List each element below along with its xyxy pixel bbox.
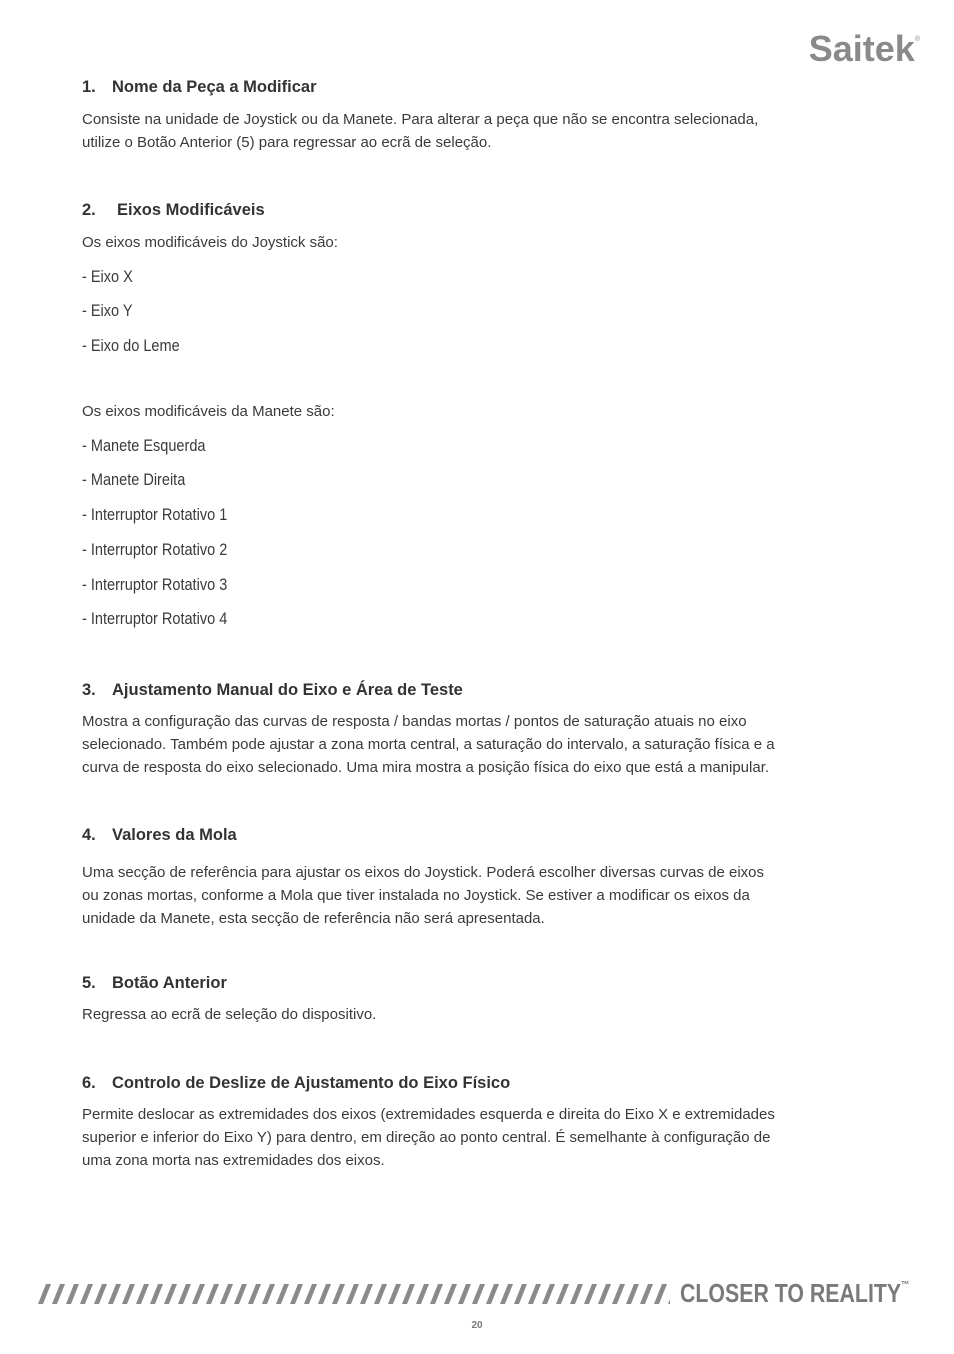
- section-4-body: Uma secção de referência para ajustar os eixos do Joystick. Poderá escolher diversas curvas de eixos ou zonas mortas, conforme a Mola que tiver instalada no Joystick. Se estiver a modificar os eixos da unidade da Manete, esta secção de referência não será apresentada.: [82, 864, 764, 927]
- joystick-axes-intro: Os eixos modificáveis do Joystick são:: [82, 234, 338, 251]
- footer-tagline: CLOSER TO REALITY™: [680, 1278, 910, 1308]
- list-item: - Interruptor Rotativo 3: [82, 576, 228, 594]
- list-item: - Eixo do Leme: [82, 337, 180, 355]
- section-2-heading: 2. Eixos Modificáveis: [82, 201, 265, 219]
- list-item: - Eixo Y: [82, 302, 133, 320]
- section-6-body: Permite deslocar as extremidades dos eixos (extremidades esquerda e direita do Eixo X e extremidades superior e inferior do Eixo Y) para dentro, em direção ao ponto central. É semelhante à configuração de uma zona morta nas extremidades dos eixos.: [82, 1106, 775, 1169]
- section-5-body: Regressa ao ecrã de seleção do dispositivo.: [82, 1006, 377, 1023]
- list-item: - Interruptor Rotativo 2: [82, 541, 228, 559]
- list-item: - Manete Esquerda: [82, 437, 206, 455]
- list-item: - Manete Direita: [82, 471, 186, 489]
- section-3-heading: 3. Ajustamento Manual do Eixo e Área de Teste: [82, 681, 463, 699]
- page-number: 20: [471, 1320, 483, 1331]
- list-item: - Eixo X: [82, 268, 133, 286]
- list-item: - Interruptor Rotativo 4: [82, 610, 228, 628]
- section-3-body: Mostra a configuração das curvas de resposta / bandas mortas / pontos de saturação atuais no eixo selecionado. Também pode ajustar a zona morta central, a saturação do intervalo, a saturação física e a curva de resposta do eixo selecionado. Uma mira mostra a posição física do eixo que está a manipular.: [82, 713, 775, 776]
- section-5-heading: 5. Botão Anterior: [82, 974, 227, 992]
- section-6-heading: 6. Controlo de Deslize de Ajustamento do Eixo Físico: [82, 1074, 511, 1092]
- list-item: - Interruptor Rotativo 1: [82, 506, 228, 524]
- footer-stripe-decoration: [38, 1284, 670, 1304]
- section-4-heading: 4. Valores da Mola: [82, 826, 237, 844]
- section-1-heading: 1. Nome da Peça a Modificar: [82, 78, 317, 96]
- throttle-axes-intro: Os eixos modificáveis da Manete são:: [82, 403, 335, 420]
- section-1-body: Consiste na unidade de Joystick ou da Manete. Para alterar a peça que não se encontra selecionada, utilize o Botão Anterior (5) para regressar ao ecrã de seleção.: [82, 111, 759, 151]
- saitek-logo: Saitek®: [808, 28, 920, 69]
